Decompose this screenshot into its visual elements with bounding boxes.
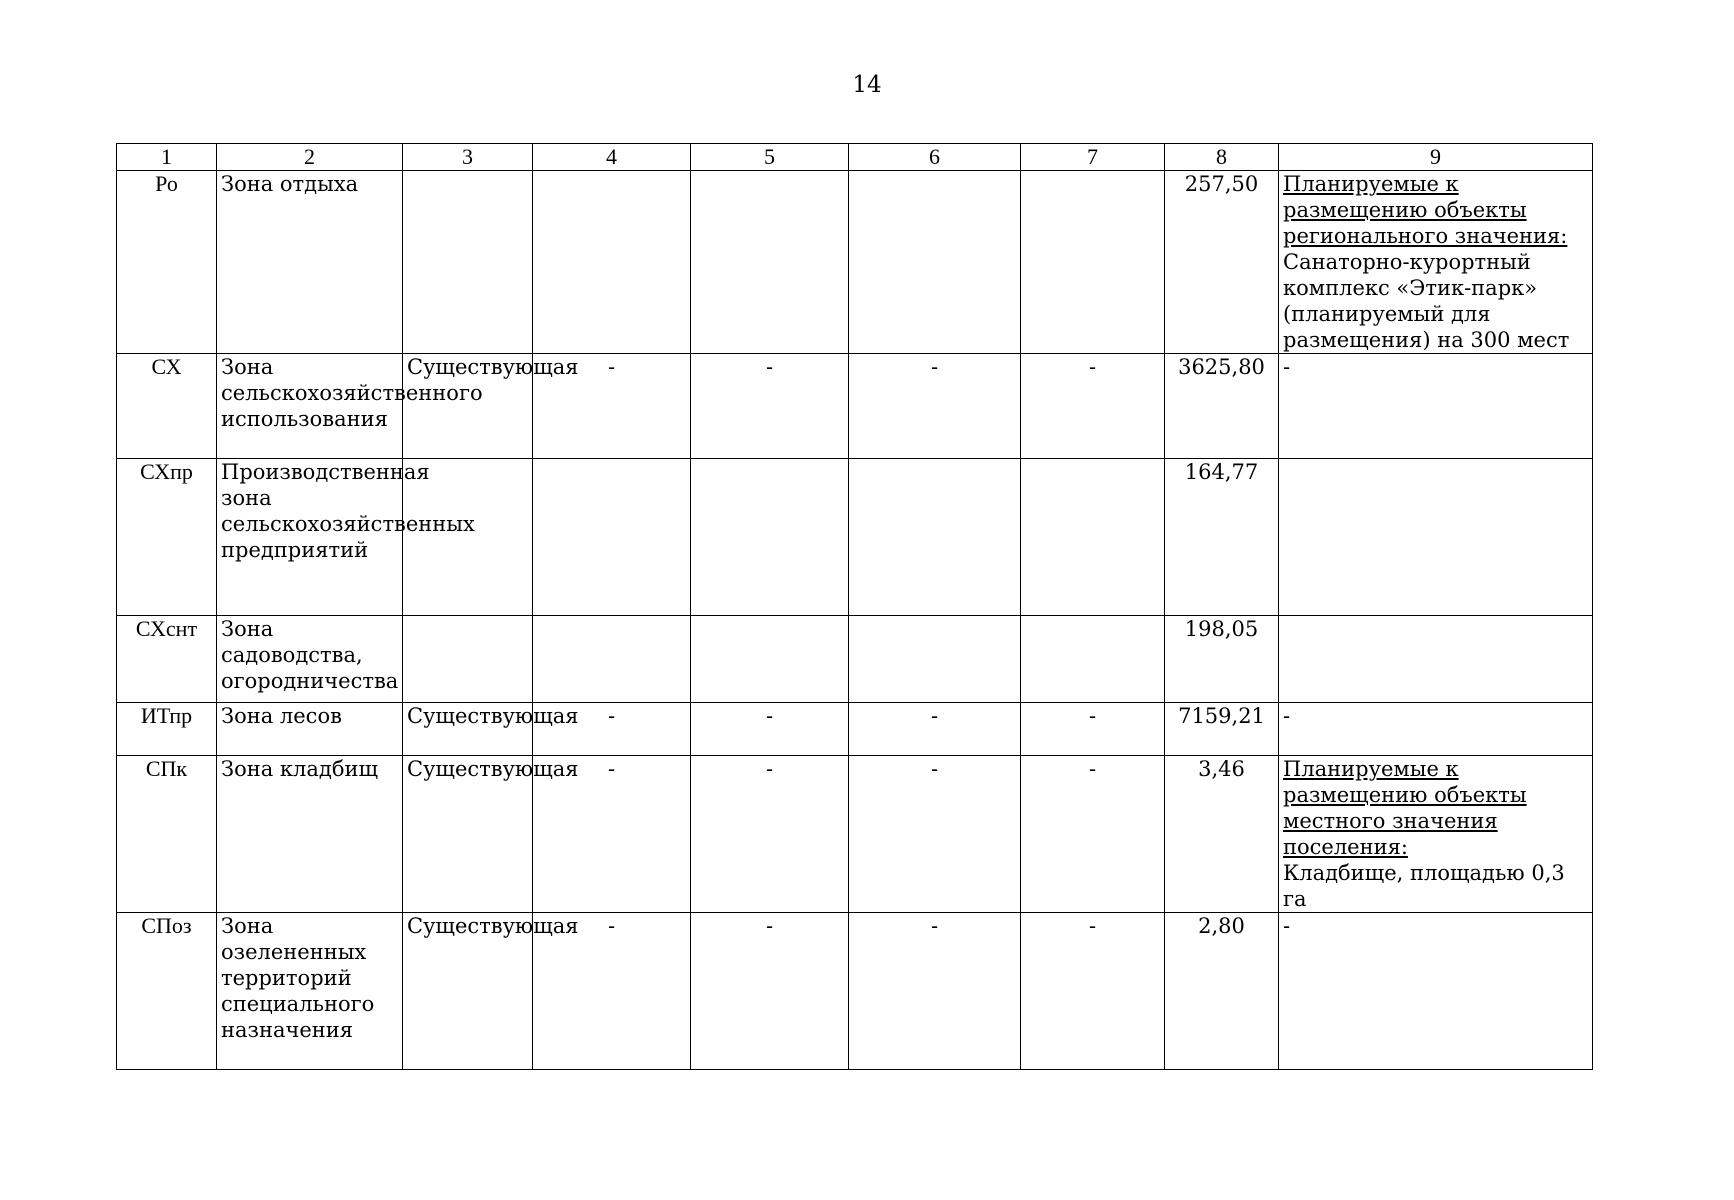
note-body: Кладбище, площадью 0,3 га: [1283, 861, 1565, 911]
column-header: 9: [1279, 144, 1593, 171]
note-heading: Планируемые к размещению объекты регионального значения:: [1283, 172, 1568, 248]
zone-note: [1279, 459, 1593, 616]
header-row: [117, 144, 1593, 171]
cell-col5: [691, 616, 849, 703]
table-row: [117, 171, 1593, 354]
cell-col4: [533, 616, 691, 703]
zone-area: 3,46: [1165, 756, 1279, 913]
note-body: Санаторно-курортный комплекс «Этик-парк» (планируемый для размещения) на 300 мест: [1283, 250, 1570, 352]
zone-name: Производственная зона сельскохозяйственных предприятий: [217, 459, 403, 616]
zone-status: [403, 616, 533, 703]
cell-col4: -: [533, 756, 691, 913]
cell-col5: -: [691, 703, 849, 756]
zone-name: Зона отдыха: [217, 171, 403, 354]
column-header: 4: [533, 144, 691, 171]
zone-code: СПоз: [117, 913, 217, 1070]
zone-area: 7159,21: [1165, 703, 1279, 756]
table-row: [117, 616, 1593, 703]
column-header: 5: [691, 144, 849, 171]
zone-code: СХ: [117, 354, 217, 459]
cell-col6: [849, 616, 1021, 703]
note-body: -: [1283, 355, 1291, 379]
zones-table: [116, 143, 1593, 1070]
zone-note: [1279, 703, 1593, 756]
zone-name: Зона сельскохозяйственного использования: [217, 354, 403, 459]
zone-note: [1279, 354, 1593, 459]
table-row: [117, 703, 1593, 756]
zone-code: Ро: [117, 171, 217, 354]
zone-name: Зона озелененных территорий специального назначения: [217, 913, 403, 1070]
zone-code: ИТпр: [117, 703, 217, 756]
zone-note: [1279, 616, 1593, 703]
column-header: 6: [849, 144, 1021, 171]
table-row: [117, 354, 1593, 459]
column-header: 8: [1165, 144, 1279, 171]
cell-col7: [1021, 171, 1165, 354]
cell-col6: -: [849, 703, 1021, 756]
cell-col6: -: [849, 354, 1021, 459]
zone-status: Существующая: [403, 354, 533, 459]
column-header: 3: [403, 144, 533, 171]
zone-area: 2,80: [1165, 913, 1279, 1070]
zone-area: 198,05: [1165, 616, 1279, 703]
column-header: 7: [1021, 144, 1165, 171]
zone-status: Существующая: [403, 913, 533, 1070]
table-row: [117, 756, 1593, 913]
cell-col4: -: [533, 913, 691, 1070]
zone-area: 257,50: [1165, 171, 1279, 354]
cell-col7: -: [1021, 913, 1165, 1070]
table-row: [117, 459, 1593, 616]
cell-col7: -: [1021, 354, 1165, 459]
note-body: -: [1283, 704, 1291, 728]
zone-name: Зона кладбищ: [217, 756, 403, 913]
cell-col5: -: [691, 913, 849, 1070]
zone-note: [1279, 756, 1593, 913]
zone-area: 164,77: [1165, 459, 1279, 616]
cell-col7: [1021, 616, 1165, 703]
zone-code: СХпр: [117, 459, 217, 616]
zone-code: СХснт: [117, 616, 217, 703]
cell-col4: -: [533, 354, 691, 459]
page-number: 14: [852, 72, 882, 98]
cell-col7: -: [1021, 756, 1165, 913]
cell-col5: [691, 171, 849, 354]
zone-status: [403, 171, 533, 354]
cell-col6: [849, 171, 1021, 354]
cell-col4: -: [533, 703, 691, 756]
cell-col4: [533, 171, 691, 354]
cell-col6: [849, 459, 1021, 616]
zone-code: СПк: [117, 756, 217, 913]
cell-col7: -: [1021, 703, 1165, 756]
zone-area: 3625,80: [1165, 354, 1279, 459]
zone-note: [1279, 171, 1593, 354]
cell-col5: -: [691, 354, 849, 459]
zone-status: Существующая: [403, 703, 533, 756]
cell-col6: -: [849, 913, 1021, 1070]
note-body: -: [1283, 914, 1291, 938]
zone-note: [1279, 913, 1593, 1070]
zone-status: Существующая: [403, 756, 533, 913]
zone-name: Зона садоводства, огородничества: [217, 616, 403, 703]
cell-col5: -: [691, 756, 849, 913]
cell-col4: [533, 459, 691, 616]
column-header: 2: [217, 144, 403, 171]
table-row: [117, 913, 1593, 1070]
cell-col5: [691, 459, 849, 616]
note-heading: Планируемые к размещению объекты местного значения поселения:: [1283, 757, 1527, 859]
zone-name: Зона лесов: [217, 703, 403, 756]
cell-col7: [1021, 459, 1165, 616]
cell-col6: -: [849, 756, 1021, 913]
column-header: 1: [117, 144, 217, 171]
